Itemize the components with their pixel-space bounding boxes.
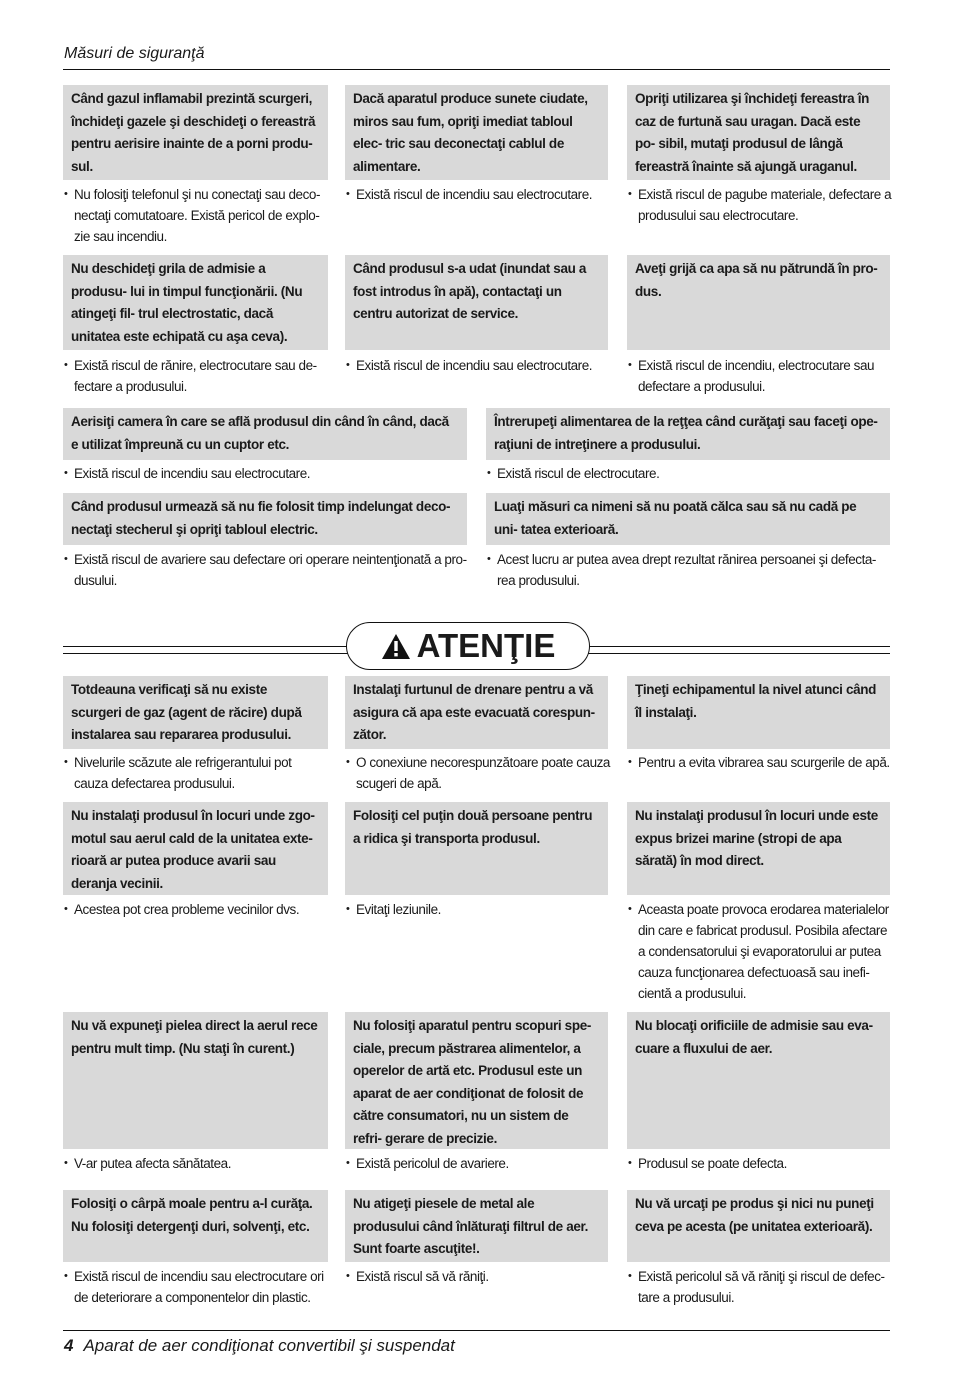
warning-box: Aveţi grijă ca apa să nu pătrundă în pro- dus.: [627, 255, 890, 350]
caution-note: • Există riscul de incendiu sau electrocutare ori de deteriorare a componentelor din plastic.: [63, 1266, 331, 1308]
warning-box: Nu deschideţi grila de admisie a produsu- lui in timpul funcţionării. (Nu atingeţi fil- trul electrostatic, dacă unitatea este echipată cu aşa ceva).: [63, 255, 328, 350]
caution-box: Totdeauna verificaţi să nu existe scurgeri de gaz (agent de răcire) după instalarea sau repararea produsului.: [63, 676, 328, 749]
warning-box: Când produsul s-a udat (inundat sau a fost introdus în apă), contactaţi un centru autorizat de service.: [345, 255, 608, 350]
caution-note: • Aceasta poate provoca erodarea materialelor din care e fabricat produsul. Posibila afectare a condensatorului şi evaporatorului ar putea cauza funcţionarea defectuoasă sau inefi- cientă a produsului.: [627, 899, 892, 1004]
page-header-title: Măsuri de siguranţă: [64, 45, 205, 62]
caution-box: Instalaţi furtunul de drenare pentru a vă asigura că apa este evacuată corespun- zător.: [345, 676, 608, 749]
page-number: 4: [64, 1336, 74, 1355]
warning-box: Întrerupeţi alimentarea de la reţţea când curăţaţi sau faceţi ope- raţiuni de intreţinere a produsului.: [486, 408, 890, 460]
caution-note: • O conexiune necorespunzătoare poate cauza scugeri de apă.: [345, 752, 610, 794]
atentie-divider-right: [588, 646, 890, 654]
atentie-badge: [346, 622, 590, 670]
caution-note: • Există pericolul să vă răniţi şi riscul de defec- tare a produsului.: [627, 1266, 890, 1308]
caution-box: Folosiţi cel puţin două persoane pentru a ridica şi transporta produsul.: [345, 802, 608, 895]
warning-box: Când gazul inflamabil prezintă scurgeri, închideţi gazele şi deschideţi o fereastră pentru aerisire inainte de a porni produ- sul.: [63, 85, 328, 180]
warning-box: Dacă aparatul produce sunete ciudate, miros sau fum, opriţi imediat tabloul elec- tric sau deconectaţi cablul de alimentare.: [345, 85, 608, 180]
caution-box: Nu vă urcaţi pe produs şi nici nu puneţi ceva pe acesta (pe unitatea exterioară).: [627, 1190, 890, 1262]
caution-note: • Produsul se poate defecta.: [627, 1153, 890, 1174]
caution-box: Folosiţi o cârpă moale pentru a-l curăţa. Nu folosiţi detergenţi duri, solvenţi, etc.: [63, 1190, 328, 1262]
caution-note: • Nivelurile scăzute ale refrigerantului pot cauza defectarea produsului.: [63, 752, 328, 794]
caution-note: • Acestea pot crea probleme vecinilor dvs.: [63, 899, 328, 920]
footer-title: Aparat de aer condiţionat convertibil şi suspendat: [83, 1336, 455, 1355]
atentie-divider-left: [63, 646, 348, 654]
caution-note: • Pentru a evita vibrarea sau scurgerile de apă.: [627, 752, 892, 773]
caution-box: Nu instalaţi produsul în locuri unde zgo- motul sau aerul cald de la unitatea exte- rioară ar putea produce avarii sau deranja vecinii.: [63, 802, 328, 895]
caution-box: Nu instalaţi produsul în locuri unde este expus brizei marine (stropi de apa sărată) în mod direct.: [627, 802, 890, 895]
warning-note: • Acest lucru ar putea avea drept rezultat rănirea persoanei şi defecta- rea produsului.: [486, 549, 886, 591]
warning-note: • Există riscul de incendiu sau electrocutare.: [63, 463, 467, 484]
warning-box: Aerisiţi camera în care se află produsul din când în când, dacă e utilizat împreună cu un cuptor etc.: [63, 408, 467, 460]
caution-note: • Există pericolul de avariere.: [345, 1153, 608, 1174]
warning-box: Luaţi măsuri ca nimeni să nu poată călca sau să nu cadă pe uni- tatea exterioară.: [486, 493, 890, 545]
caution-box: Nu blocaţi orificiile de admisie sau eva- cuare a fluxului de aer.: [627, 1012, 890, 1149]
warning-box: Opriţi utilizarea şi închideţi fereastra în caz de furtună sau uragan. Dacă este po- sibil, mutaţi produsul de lângă fereastră înainte să ajungă uraganul.: [627, 85, 890, 180]
warning-note: • Există riscul de incendiu, electrocutare sau defectare a produsului.: [627, 355, 890, 397]
caution-note: • Evitaţi leziunile.: [345, 899, 608, 920]
caution-note: • V-ar putea afecta sănătatea.: [63, 1153, 328, 1174]
warning-note: • Există riscul de electrocutare.: [486, 463, 890, 484]
header-rule: [63, 69, 890, 70]
caution-box: Nu folosiţi aparatul pentru scopuri spe- ciale, precum păstrarea alimentelor, a operelor de artă etc. Produsul este un aparat de aer condiţionat de folosit de către consumatori, nu un sistem de refri- gerare de precizie.: [345, 1012, 608, 1149]
footer: [64, 1336, 455, 1356]
warning-box: Când produsul urmează să nu fie folosit timp indelungat deco- nectaţi stecherul şi opriţi tabloul electric.: [63, 493, 467, 545]
atentie-label: ATENŢIE: [416, 627, 556, 664]
warning-note: • Există riscul de incendiu sau electrocutare.: [345, 184, 608, 205]
warning-note: • Există riscul de avariere sau defectare ori operare neintenţionată a pro- dusului.: [63, 549, 473, 591]
warning-note: • Există riscul de rănire, electrocutare sau de- fectare a produsului.: [63, 355, 328, 397]
warning-note: • Nu folosiţi telefonul şi nu conectaţi sau deco- nectaţi comutatoare. Există pericol de explo- zie sau incendiu.: [63, 184, 328, 247]
caution-box: Nu atigeţi piesele de metal ale produsului când înlăturaţi filtrul de aer. Sunt foarte ascuţite!.: [345, 1190, 608, 1262]
caution-note: • Există riscul să vă răniţi.: [345, 1266, 608, 1287]
caution-box: Nu vă expuneţi pielea direct la aerul rece pentru mult timp. (Nu staţi în curent.): [63, 1012, 328, 1149]
footer-rule: [63, 1330, 890, 1331]
warning-note: • Există riscul de pagube materiale, defectare a produsului sau electrocutare.: [627, 184, 892, 226]
warning-triangle-icon: [381, 633, 411, 660]
caution-box: Ţineţi echipamentul la nivel atunci când îl instalaţi.: [627, 676, 890, 749]
warning-note: • Există riscul de incendiu sau electrocutare.: [345, 355, 608, 376]
